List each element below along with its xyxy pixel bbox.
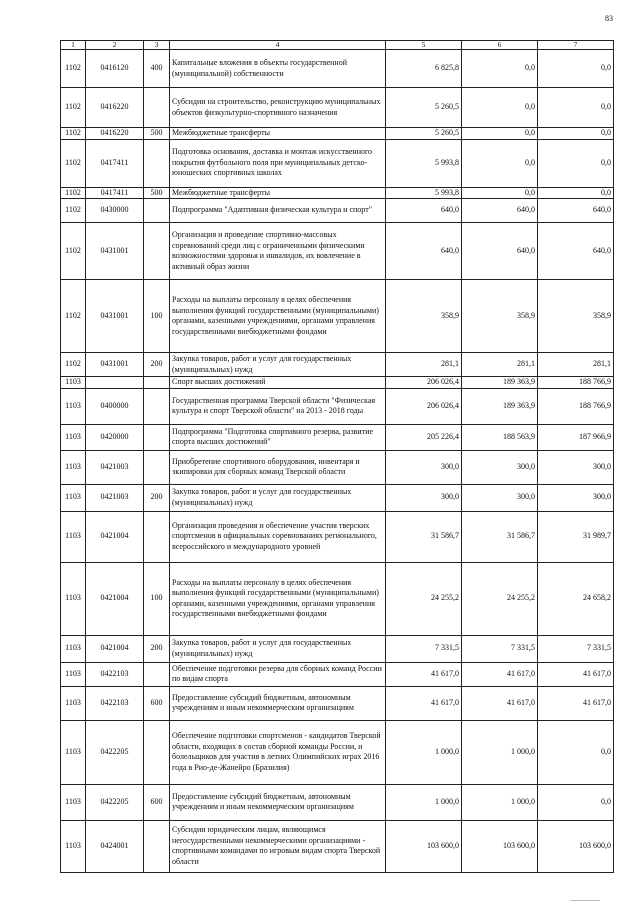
amount-year1-cell: 206 026,4 <box>386 377 462 389</box>
amount-year3-cell: 358,9 <box>538 280 614 353</box>
target-article-cell: 0416220 <box>86 128 144 140</box>
amount-year2-cell: 0,0 <box>462 139 538 187</box>
amount-year3-cell: 300,0 <box>538 484 614 511</box>
item-name-cell: Субсидии юридическим лицам, являющимся негосударственными некоммерческими организациями - спортивными командами по игровым видам спорта Тверской области <box>170 820 386 872</box>
item-name-cell: Субсидии на строительство, реконструкцию муниципальных объектов физкультурно-спортивного назначения <box>170 88 386 128</box>
amount-year3-cell: 0,0 <box>538 88 614 128</box>
amount-year3-cell: 188 766,9 <box>538 388 614 424</box>
section-code-cell: 1103 <box>61 686 86 720</box>
amount-year3-cell: 0,0 <box>538 784 614 820</box>
amount-year1-cell: 6 825,8 <box>386 50 462 88</box>
column-number: 1 <box>61 41 86 50</box>
expense-type-cell <box>144 199 170 223</box>
table-row <box>61 662 614 686</box>
target-article-cell: 0424001 <box>86 820 144 872</box>
amount-year3-cell: 31 989,7 <box>538 511 614 562</box>
amount-year3-cell: 7 331,5 <box>538 635 614 662</box>
scan-artifact <box>570 900 600 901</box>
expense-type-cell: 600 <box>144 784 170 820</box>
table-row <box>61 223 614 280</box>
amount-year1-cell: 41 617,0 <box>386 662 462 686</box>
expense-type-cell <box>144 662 170 686</box>
section-code-cell: 1103 <box>61 388 86 424</box>
item-name-cell: Расходы на выплаты персоналу в целях обеспечения выполнения функций государственными (муниципальными) органами, казенными учреждениями, органами управления государственными внебюджетными фондами <box>170 280 386 353</box>
table-row <box>61 280 614 353</box>
amount-year2-cell: 189 363,9 <box>462 377 538 389</box>
column-number: 3 <box>144 41 170 50</box>
amount-year2-cell: 24 255,2 <box>462 562 538 635</box>
amount-year2-cell: 300,0 <box>462 450 538 484</box>
item-name-cell: Подпрограмма "Адаптивная физическая культура и спорт" <box>170 199 386 223</box>
amount-year3-cell: 103 600,0 <box>538 820 614 872</box>
table-row <box>61 377 614 389</box>
amount-year3-cell: 0,0 <box>538 50 614 88</box>
table-row <box>61 820 614 872</box>
item-name-cell: Закупка товаров, работ и услуг для государственных (муниципальных) нужд <box>170 635 386 662</box>
amount-year1-cell: 640,0 <box>386 223 462 280</box>
expense-type-cell <box>144 424 170 450</box>
column-number: 7 <box>538 41 614 50</box>
target-article-cell: 0422103 <box>86 662 144 686</box>
table-row <box>61 720 614 784</box>
amount-year2-cell: 0,0 <box>462 50 538 88</box>
expense-type-cell <box>144 139 170 187</box>
target-article-cell: 0417411 <box>86 187 144 199</box>
column-number: 4 <box>170 41 386 50</box>
amount-year1-cell: 5 260,5 <box>386 128 462 140</box>
amount-year3-cell: 640,0 <box>538 199 614 223</box>
amount-year1-cell: 24 255,2 <box>386 562 462 635</box>
table-row <box>61 686 614 720</box>
table-row <box>61 199 614 223</box>
target-article-cell: 0431001 <box>86 353 144 377</box>
item-name-cell: Обеспечение подготовки спортсменов - кандидатов Тверской области, входящих в состав сборной команды России, и болельщиков для участия в летних Олимпийских играх 2016 года в Рио-де-Жанейро (Бразилия) <box>170 720 386 784</box>
amount-year3-cell: 41 617,0 <box>538 686 614 720</box>
section-code-cell: 1102 <box>61 50 86 88</box>
target-article-cell: 0431001 <box>86 280 144 353</box>
target-article-cell: 0431001 <box>86 223 144 280</box>
table-row <box>61 511 614 562</box>
item-name-cell: Спорт высших достижений <box>170 377 386 389</box>
amount-year1-cell: 1 000,0 <box>386 784 462 820</box>
section-code-cell: 1102 <box>61 353 86 377</box>
expense-type-cell: 500 <box>144 128 170 140</box>
target-article-cell: 0416220 <box>86 88 144 128</box>
section-code-cell: 1103 <box>61 377 86 389</box>
item-name-cell: Межбюджетные трансферты <box>170 128 386 140</box>
target-article-cell <box>86 377 144 389</box>
expense-type-cell <box>144 377 170 389</box>
amount-year2-cell: 0,0 <box>462 187 538 199</box>
amount-year2-cell: 640,0 <box>462 199 538 223</box>
amount-year1-cell: 103 600,0 <box>386 820 462 872</box>
amount-year2-cell: 300,0 <box>462 484 538 511</box>
table-row <box>61 187 614 199</box>
amount-year3-cell: 0,0 <box>538 139 614 187</box>
amount-year1-cell: 205 226,4 <box>386 424 462 450</box>
item-name-cell: Подготовка основания, доставка и монтаж искусственного покрытия футбольного поля при муниципальных детско-юношеских спортивных школах <box>170 139 386 187</box>
amount-year3-cell: 281,1 <box>538 353 614 377</box>
item-name-cell: Предоставление субсидий бюджетным, автономным учреждениям и иным некоммерческим организациям <box>170 686 386 720</box>
section-code-cell: 1103 <box>61 424 86 450</box>
item-name-cell: Организация проведения и обеспечение участия тверских спортсменов в официальных соревнованиях регионального, всероссийского и международного уровней <box>170 511 386 562</box>
expense-type-cell <box>144 450 170 484</box>
expense-type-cell: 400 <box>144 50 170 88</box>
table-row <box>61 562 614 635</box>
page-number: 83 <box>605 14 613 23</box>
target-article-cell: 0420000 <box>86 424 144 450</box>
target-article-cell: 0422205 <box>86 720 144 784</box>
table-row <box>61 50 614 88</box>
item-name-cell: Межбюджетные трансферты <box>170 187 386 199</box>
amount-year3-cell: 188 766,9 <box>538 377 614 389</box>
target-article-cell: 0430000 <box>86 199 144 223</box>
amount-year1-cell: 7 331,5 <box>386 635 462 662</box>
section-code-cell: 1102 <box>61 88 86 128</box>
item-name-cell: Предоставление субсидий бюджетным, автономным учреждениям и иным некоммерческим организациям <box>170 784 386 820</box>
section-code-cell: 1103 <box>61 820 86 872</box>
amount-year2-cell: 358,9 <box>462 280 538 353</box>
amount-year1-cell: 281,1 <box>386 353 462 377</box>
section-code-cell: 1102 <box>61 187 86 199</box>
expense-type-cell <box>144 88 170 128</box>
amount-year1-cell: 5 993,8 <box>386 139 462 187</box>
amount-year2-cell: 1 000,0 <box>462 784 538 820</box>
amount-year1-cell: 31 586,7 <box>386 511 462 562</box>
item-name-cell: Закупка товаров, работ и услуг для государственных (муниципальных) нужд <box>170 353 386 377</box>
target-article-cell: 0400000 <box>86 388 144 424</box>
expense-type-cell <box>144 223 170 280</box>
expense-type-cell: 200 <box>144 353 170 377</box>
amount-year3-cell: 0,0 <box>538 187 614 199</box>
amount-year2-cell: 1 000,0 <box>462 720 538 784</box>
target-article-cell: 0422205 <box>86 784 144 820</box>
section-code-cell: 1102 <box>61 223 86 280</box>
target-article-cell: 0421003 <box>86 450 144 484</box>
table-row <box>61 139 614 187</box>
amount-year3-cell: 0,0 <box>538 720 614 784</box>
table-row <box>61 88 614 128</box>
budget-table <box>60 40 614 873</box>
amount-year2-cell: 0,0 <box>462 88 538 128</box>
target-article-cell: 0422103 <box>86 686 144 720</box>
item-name-cell: Капитальные вложения в объекты государственной (муниципальной) собственности <box>170 50 386 88</box>
amount-year1-cell: 300,0 <box>386 484 462 511</box>
section-code-cell: 1103 <box>61 450 86 484</box>
column-number: 5 <box>386 41 462 50</box>
expense-type-cell: 100 <box>144 562 170 635</box>
expense-type-cell: 200 <box>144 484 170 511</box>
item-name-cell: Расходы на выплаты персоналу в целях обеспечения выполнения функций государственными (муниципальными) органами, казенными учреждениями, органами управления государственными внебюджетными фондами <box>170 562 386 635</box>
amount-year1-cell: 5 993,8 <box>386 187 462 199</box>
amount-year2-cell: 7 331,5 <box>462 635 538 662</box>
amount-year2-cell: 189 363,9 <box>462 388 538 424</box>
amount-year3-cell: 187 966,9 <box>538 424 614 450</box>
table-row <box>61 450 614 484</box>
amount-year1-cell: 300,0 <box>386 450 462 484</box>
target-article-cell: 0421004 <box>86 511 144 562</box>
section-code-cell: 1102 <box>61 139 86 187</box>
item-name-cell: Подпрограмма "Подготовка спортивного резерва, развитие спорта высших достижений" <box>170 424 386 450</box>
amount-year2-cell: 103 600,0 <box>462 820 538 872</box>
amount-year1-cell: 358,9 <box>386 280 462 353</box>
expense-type-cell: 200 <box>144 635 170 662</box>
column-number-row <box>61 41 614 50</box>
expense-type-cell: 100 <box>144 280 170 353</box>
item-name-cell: Организация и проведение спортивно-массовых соревнований среди лиц с ограниченными физическими возможностями здоровья и инвалидов, их вовлечение в активный образ жизни <box>170 223 386 280</box>
item-name-cell: Приобретение спортивного оборудования, инвентаря и экипировки для сборных команд Тверской области <box>170 450 386 484</box>
target-article-cell: 0416120 <box>86 50 144 88</box>
table-row <box>61 388 614 424</box>
section-code-cell: 1103 <box>61 484 86 511</box>
table-row <box>61 635 614 662</box>
amount-year3-cell: 640,0 <box>538 223 614 280</box>
section-code-cell: 1103 <box>61 635 86 662</box>
table-row <box>61 424 614 450</box>
target-article-cell: 0421004 <box>86 562 144 635</box>
section-code-cell: 1102 <box>61 128 86 140</box>
item-name-cell: Закупка товаров, работ и услуг для государственных (муниципальных) нужд <box>170 484 386 511</box>
amount-year3-cell: 41 617,0 <box>538 662 614 686</box>
amount-year2-cell: 0,0 <box>462 128 538 140</box>
amount-year2-cell: 41 617,0 <box>462 662 538 686</box>
amount-year3-cell: 300,0 <box>538 450 614 484</box>
target-article-cell: 0417411 <box>86 139 144 187</box>
budget-rows <box>61 50 614 873</box>
expense-type-cell <box>144 820 170 872</box>
target-article-cell: 0421004 <box>86 635 144 662</box>
section-code-cell: 1103 <box>61 511 86 562</box>
amount-year1-cell: 5 260,5 <box>386 88 462 128</box>
amount-year3-cell: 24 658,2 <box>538 562 614 635</box>
section-code-cell: 1103 <box>61 784 86 820</box>
section-code-cell: 1103 <box>61 662 86 686</box>
column-number: 2 <box>86 41 144 50</box>
item-name-cell: Государственная программа Тверской области "Физическая культура и спорт Тверской области" на 2013 - 2018 годы <box>170 388 386 424</box>
amount-year2-cell: 31 586,7 <box>462 511 538 562</box>
table-row <box>61 353 614 377</box>
amount-year1-cell: 206 026,4 <box>386 388 462 424</box>
table-row <box>61 784 614 820</box>
target-article-cell: 0421003 <box>86 484 144 511</box>
section-code-cell: 1102 <box>61 199 86 223</box>
section-code-cell: 1103 <box>61 720 86 784</box>
expense-type-cell: 600 <box>144 686 170 720</box>
amount-year2-cell: 281,1 <box>462 353 538 377</box>
table-row <box>61 484 614 511</box>
amount-year2-cell: 41 617,0 <box>462 686 538 720</box>
column-number: 6 <box>462 41 538 50</box>
item-name-cell: Обеспечение подготовки резерва для сборных команд России по видам спорта <box>170 662 386 686</box>
amount-year2-cell: 188 563,9 <box>462 424 538 450</box>
expense-type-cell <box>144 720 170 784</box>
expense-type-cell <box>144 388 170 424</box>
amount-year1-cell: 640,0 <box>386 199 462 223</box>
amount-year3-cell: 0,0 <box>538 128 614 140</box>
amount-year1-cell: 41 617,0 <box>386 686 462 720</box>
section-code-cell: 1102 <box>61 280 86 353</box>
amount-year2-cell: 640,0 <box>462 223 538 280</box>
amount-year1-cell: 1 000,0 <box>386 720 462 784</box>
expense-type-cell: 500 <box>144 187 170 199</box>
table-row <box>61 128 614 140</box>
expense-type-cell <box>144 511 170 562</box>
section-code-cell: 1103 <box>61 562 86 635</box>
